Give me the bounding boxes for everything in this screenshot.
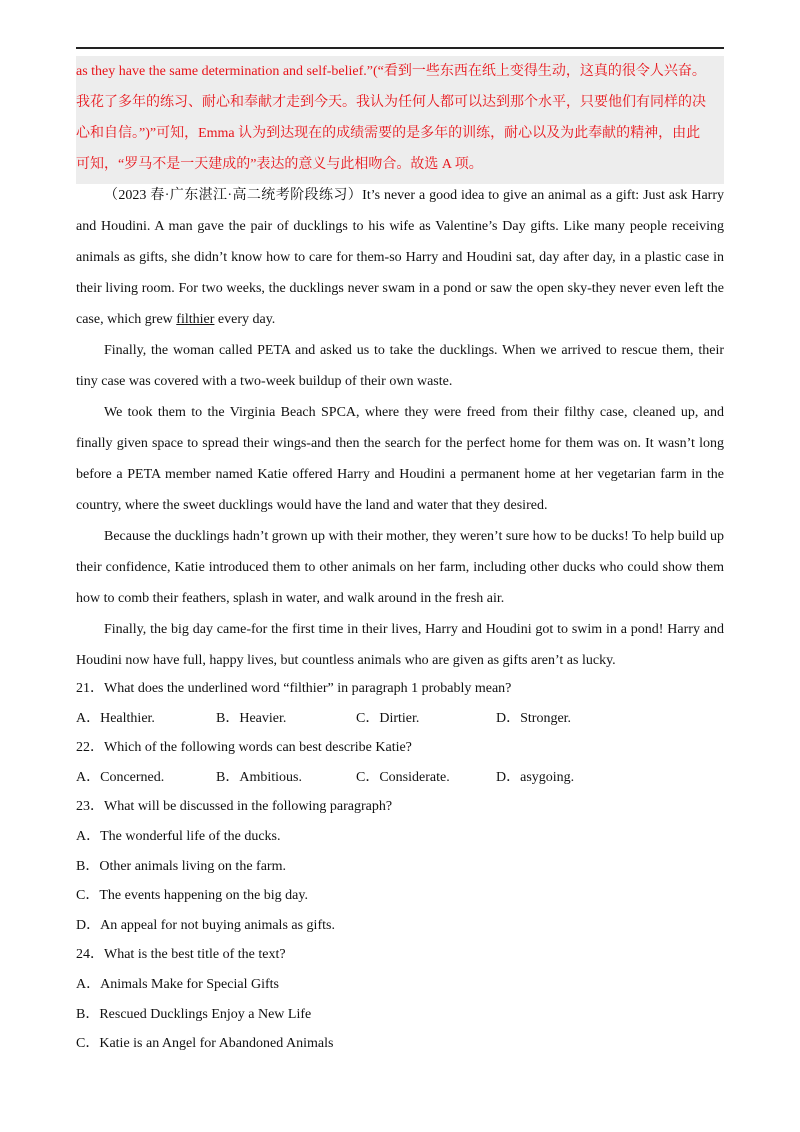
option-d: D．An appeal for not buying animals as gifts. (76, 917, 335, 933)
answer-explanation-box (76, 56, 724, 184)
question-list (76, 674, 724, 1059)
option-c: C．Dirtier. (356, 710, 420, 726)
underlined-word: filthier (176, 312, 215, 327)
reading-passage (76, 180, 724, 676)
question-23-stem: 23．What will be discussed in the following paragraph? (76, 799, 393, 815)
explanation-line: as they have the same determination and self-belief.”(“看到一些东西在纸上变得生动，这真的很令人兴奋。 (76, 64, 706, 79)
question-21-options (76, 704, 724, 734)
header-rule (76, 47, 724, 49)
option-c: C．The events happening on the big day. (76, 888, 308, 904)
passage-paragraph-2: Finally, the woman called PETA and asked us to take the ducklings. When we arrived to rescue them, their tiny case was covered with a two-week buildup of their own waste. (76, 343, 724, 389)
question-24-stem: 24．What is the best title of the text? (76, 947, 286, 963)
option-b: B．Other animals living on the farm. (76, 858, 286, 874)
option-c: C．Katie is an Angel for Abandoned Animals (76, 1036, 334, 1052)
option-a: A．Healthier. (76, 710, 155, 726)
option-b: B．Heavier. (216, 710, 287, 726)
passage-paragraph-3: We took them to the Virginia Beach SPCA, where they were freed from their filthy case, cleaned up, and finally given space to spread their wings-and then the search for the perfect home for them was on. It wasn’t long before a PETA member named Katie offered Harry and Houdini a permanent home at her vegetarian farm in the country, where the sweet ducklings would have the land and water that they desired. (76, 405, 724, 513)
option-d: D．Stronger. (496, 710, 572, 726)
option-a: A．Animals Make for Special Gifts (76, 976, 279, 992)
question-22-options (76, 763, 724, 793)
question-21-stem: 21．What does the underlined word “filthier” in paragraph 1 probably mean? (76, 681, 512, 696)
passage-paragraph-4: Because the ducklings hadn’t grown up with their mother, they weren’t sure how to be ducks! To help build up their confidence, Katie introduced them to other animals on her farm, including other ducks who could show them how to comb their feathers, splash in water, and walk around in the fresh air. (76, 529, 724, 606)
option-b: B．Ambitious. (216, 769, 302, 785)
option-a: A．The wonderful life of the ducks. (76, 828, 281, 844)
explanation-line: 心和自信。”)”可知，Emma 认为到达现在的成绩需要的是多年的训练，耐心以及为此奉献的精神，由此 (76, 126, 701, 141)
explanation-line: 可知，“罗马不是一天建成的”表达的意义与此相吻合。故选 A 项。 (76, 157, 483, 172)
question-22-stem: 22．Which of the following words can best describe Katie? (76, 740, 412, 756)
passage-paragraph-5: Finally, the big day came-for the first time in their lives, Harry and Houdini got to swim in a pond! Harry and Houdini now have full, happy lives, but countless animals who are given as gifts aren’t as lucky. (76, 622, 724, 668)
explanation-line: 我花了多年的练习、耐心和奉献才走到今天。我认为任何人都可以达到那个水平，只要他们有同样的决 (76, 95, 706, 110)
passage-paragraph-1: （2023 春·广东湛江·高二统考阶段练习）It’s never a good idea to give an animal as a gift: Just ask Harry and Houdini. A man gave the pair of ducklings to his wife as Valentine’s Day gifts. Like many people receiving animals as gifts, she didn’t know how to care for them-so Harry and Houdini sat, day after day, in a plastic case in their living room. For two weeks, the ducklings never swam in a pond or saw the open sky-they never even left the case, which grew filthier every day. (76, 188, 724, 327)
option-b: B．Rescued Ducklings Enjoy a New Life (76, 1006, 312, 1022)
option-a: A．Concerned. (76, 769, 165, 785)
option-c: C．Considerate. (356, 769, 450, 785)
option-d: D．asygoing. (496, 769, 575, 785)
